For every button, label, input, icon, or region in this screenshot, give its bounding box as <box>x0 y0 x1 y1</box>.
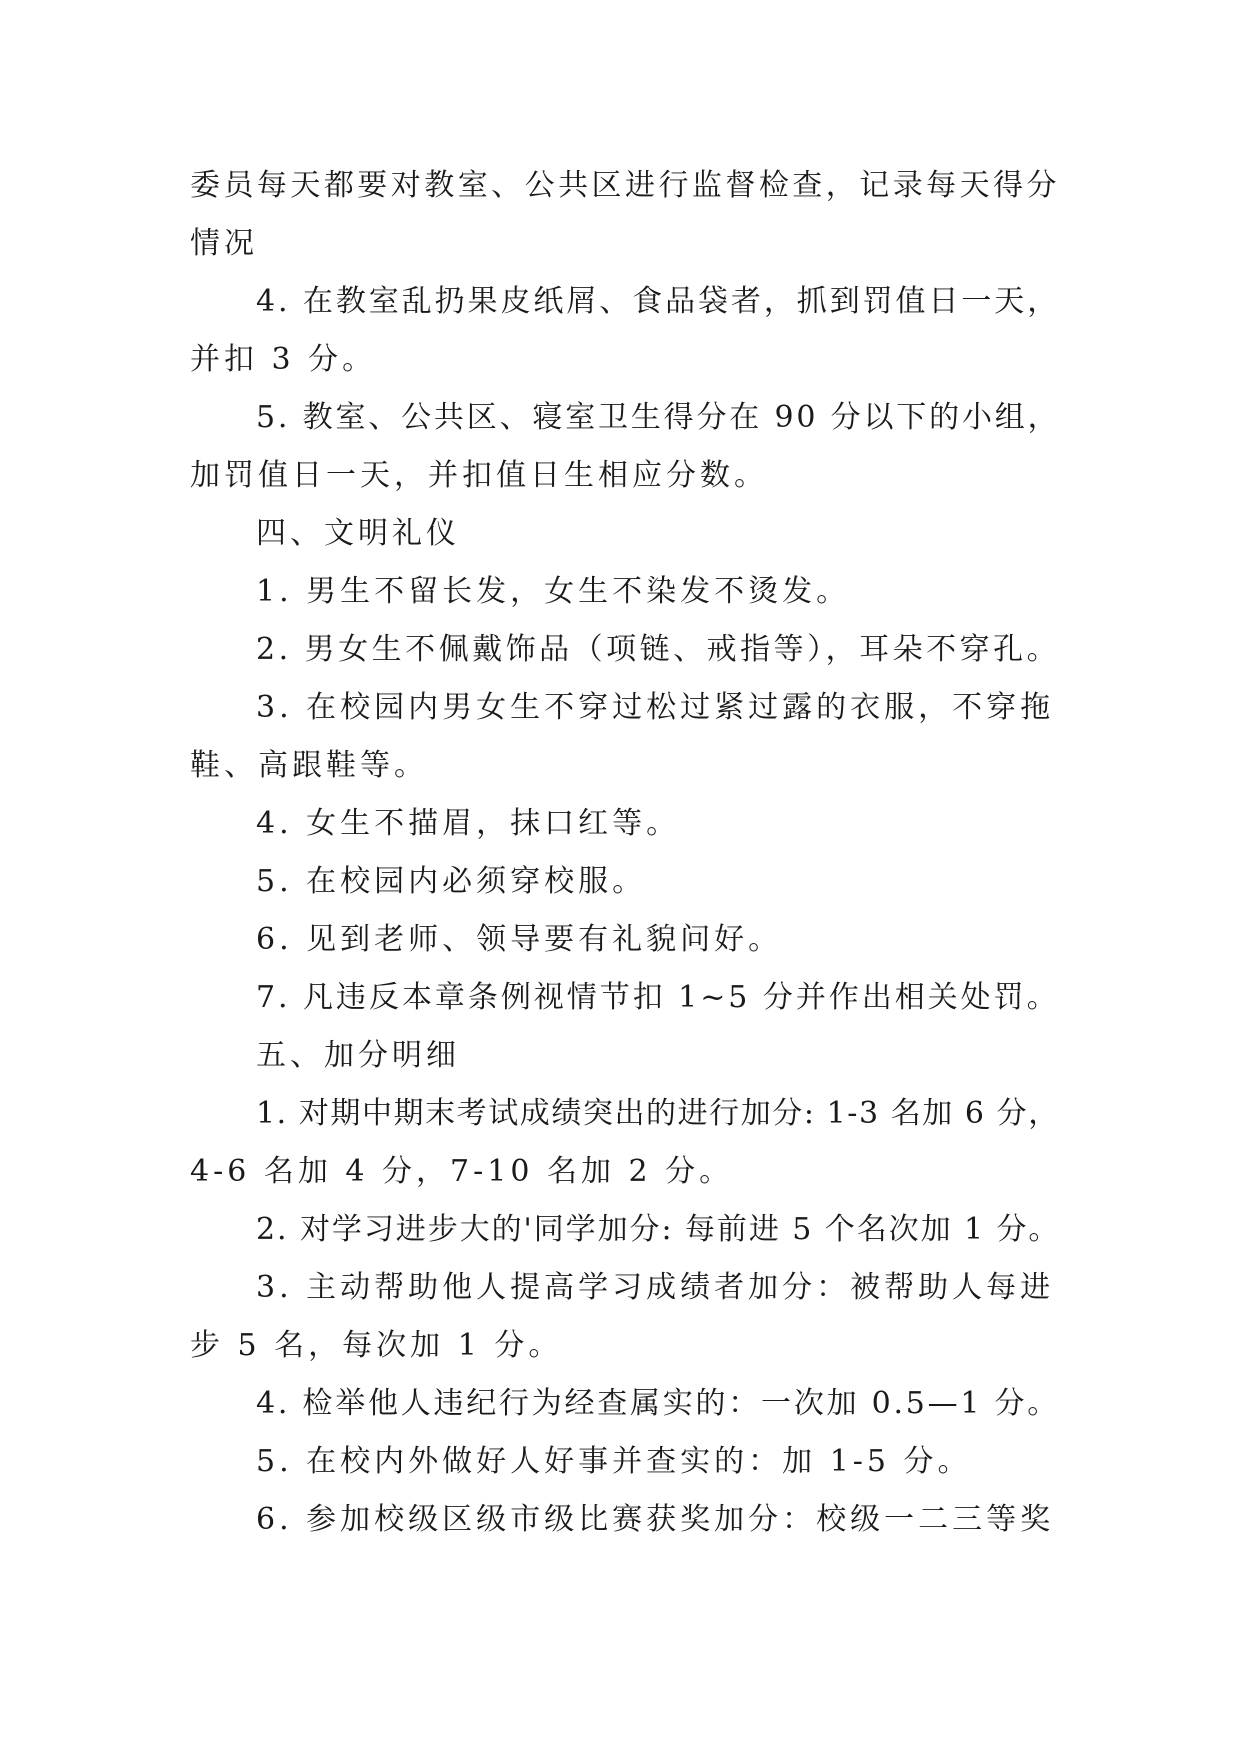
list-item: 2. 男女生不佩戴饰品（项链、戒指等），耳朵不穿孔。 <box>256 632 1061 667</box>
list-item: 5. 在校内外做好人好事并查实的：加 1-5 分。 <box>256 1444 972 1479</box>
list-item: 3. 在校园内男女生不穿过松过紧过露的衣服，不穿拖 <box>256 690 1055 725</box>
list-item: 5. 教室、公共区、寝室卫生得分在 90 分以下的小组， <box>256 400 1061 435</box>
text-line: 加罚值日一天，并扣值日生相应分数。 <box>190 458 768 493</box>
list-item: 4. 女生不描眉，抹口红等。 <box>256 806 681 841</box>
list-item: 7. 凡违反本章条例视情节扣 1~5 分并作出相关处罚。 <box>256 980 1060 1015</box>
list-item: 6. 见到老师、领导要有礼貌问好。 <box>256 922 783 957</box>
text-line: 委员每天都要对教室、公共区进行监督检查，记录每天得分 <box>190 168 1060 203</box>
section-heading: 四、文明礼仪 <box>256 516 460 551</box>
list-item: 4. 在教室乱扔果皮纸屑、食品袋者，抓到罚值日一天， <box>256 284 1061 319</box>
section-heading: 五、加分明细 <box>256 1038 460 1073</box>
list-item: 5. 在校园内必须穿校服。 <box>256 864 647 899</box>
list-item: 1. 男生不留长发，女生不染发不烫发。 <box>256 574 851 609</box>
list-item: 2. 对学习进步大的'同学加分: 每前进 5 个名次加 1 分。 <box>256 1212 1061 1247</box>
list-item: 6. 参加校级区级市级比赛获奖加分：校级一二三等奖 <box>256 1502 1055 1537</box>
text-line: 并扣 3 分。 <box>190 342 377 377</box>
text-line: 情况 <box>190 226 258 261</box>
list-item: 4. 检举他人违纪行为经查属实的：一次加 0.5—1 分。 <box>256 1386 1061 1421</box>
text-line: 步 5 名，每次加 1 分。 <box>190 1328 563 1363</box>
list-item: 1. 对期中期末考试成绩突出的进行加分: 1-3 名加 6 分， <box>256 1096 1060 1131</box>
text-line: 4-6 名加 4 分，7-10 名加 2 分。 <box>190 1154 734 1189</box>
text-line: 鞋、高跟鞋等。 <box>190 748 428 783</box>
list-item: 3. 主动帮助他人提高学习成绩者加分：被帮助人每进 <box>256 1270 1055 1305</box>
